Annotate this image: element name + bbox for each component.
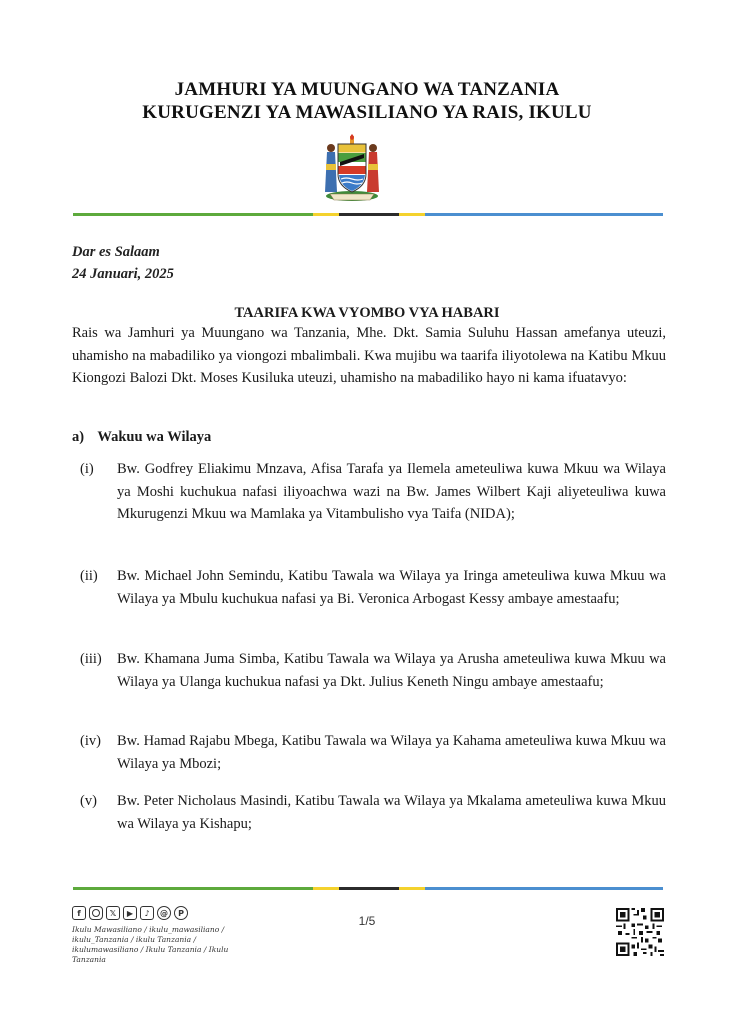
list-item-number: (v) (80, 793, 97, 809)
list-item-number: (iii) (80, 651, 102, 667)
list-item-number: (ii) (80, 568, 98, 584)
youtube-icon[interactable]: ▶ (123, 906, 137, 920)
list-item-number: (iv) (80, 733, 101, 749)
social-handles: Ikulu Mawasiliano / ikulu_mawasiliano / ikulu_Tanzania / ikulu Tanzania / ikulumawasiliano / Ikulu Tanzania / Ikulu Tanzania (72, 925, 229, 964)
section-title: Wakuu wa Wilaya (97, 429, 212, 445)
list-item (80, 790, 666, 835)
list-item (80, 648, 666, 693)
document-title: TAARIFA KWA VYOMBO VYA HABARI (234, 305, 500, 321)
section-label: a) (72, 429, 85, 445)
intro-paragraph: Rais wa Jamhuri ya Muungano wa Tanzania, Mhe. Dkt. Samia Suluhu Hassan amefanya uteuzi, uhamisho na mabadiliko ya viongozi mbalimbali. Kwa mujibu wa taarifa iliyotolewa na Katibu Mkuu Kiongozi Balozi Dkt. Moses Kusiluka uteuzi, uhamisho na mabadiliko hayo ni kama ifuatavyo: (72, 325, 666, 386)
list-item-text: Bw. Michael John Semindu, Katibu Tawala wa Wilaya ya Iringa ameteuliwa kuwa Mkuu wa Wilaya ya Mbulu kuchukua nafasi ya Bi. Veronica Arbogast Kessy ambaye amestaafu; (117, 568, 666, 607)
qr-code-icon[interactable] (616, 908, 664, 956)
issue-date: 24 Januari, 2025 (72, 266, 174, 282)
list-item (80, 565, 666, 610)
list-item (80, 730, 666, 775)
list-item-text: Bw. Godfrey Eliakimu Mnzava, Afisa Tarafa ya Ilemela ameteuliwa kuwa Mkuu wa Wilaya ya Moshi kuchukua nafasi iliyoachwa wazi na Bw. James Wilbert Kaji aliyeteuliwa kuwa Mkurugenzi Mkuu wa Mamlaka ya Vitambulisho vya Taifa (NIDA); (117, 461, 666, 522)
list-item (80, 458, 666, 526)
section-heading (72, 429, 211, 446)
footer-color-stripe (73, 887, 663, 890)
list-item-text: Bw. Hamad Rajabu Mbega, Katibu Tawala wa Wilaya ya Kahama ameteuliwa kuwa Mkuu wa Wilaya ya Mbozi; (117, 733, 666, 772)
page-number: 1/5 (358, 914, 376, 928)
tiktok-icon[interactable]: ♪ (140, 906, 154, 920)
list-item-text: Bw. Khamana Juma Simba, Katibu Tawala wa Wilaya ya Arusha ameteuliwa kuwa Mkuu wa Wilaya ya Ulanga kuchukua nafasi ya Dkt. Julius Keneth Ningu ambaye amestaafu; (117, 651, 666, 690)
facebook-icon[interactable]: f (72, 906, 86, 920)
pinterest-icon[interactable]: P (174, 906, 188, 920)
issue-place: Dar es Salaam (72, 244, 160, 260)
threads-icon[interactable]: @ (157, 906, 171, 920)
header-directorate: KURUGENZI YA MAWASILIANO YA RAIS, IKULU (142, 102, 592, 123)
list-item-text: Bw. Peter Nicholaus Masindi, Katibu Tawala wa Wilaya ya Mkalama ameteuliwa kuwa Mkuu wa Wilaya ya Kishapu; (117, 793, 666, 832)
header-color-stripe (73, 213, 663, 216)
list-item-number: (i) (80, 461, 94, 477)
header-republic: JAMHURI YA MUUNGANO WA TANZANIA (174, 79, 560, 100)
coat-of-arms-icon (320, 134, 384, 204)
x-icon[interactable]: 𝕏 (106, 906, 120, 920)
